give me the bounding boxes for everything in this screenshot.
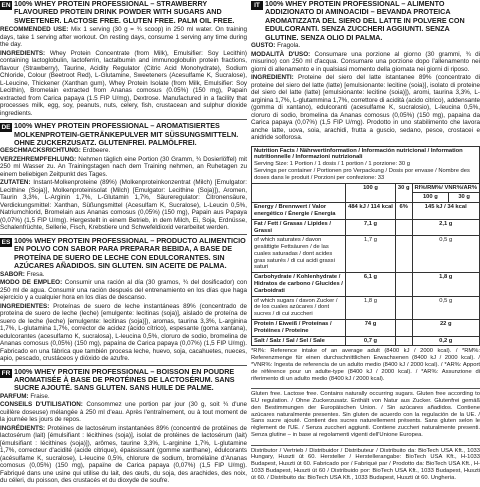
section-de-usage — [0, 156, 247, 179]
nutrition-value-ri: 22 g — [412, 320, 479, 337]
nutrition-value-30g — [395, 320, 412, 337]
usage-text: Mix 1 serving (30 g = ¾ scoop) in 250 ml water. On training days, take 1 serving after workout. On resting days, consume 1 serving any time during the day. — [0, 26, 247, 49]
language-flag-en: EN — [1, 2, 11, 9]
nutrition-value-30g — [395, 236, 412, 273]
nutrition-value-100g: 6,1 g — [346, 273, 396, 296]
flavor-label: PARFUM: — [0, 392, 29, 400]
footnote-reference-intake: *RI%: Reference intake of an average adult (8400 kJ / 2000 kcal). / *RM%: Referenzmenge für einen durchschnittlichen Erwachsenen (8400 kJ / 2000 kcal). / *VNR%: Ingesta de referencia de un adulto medio (8400 kJ / 2000 kcal). / *AR%: Apport de référence pour un adulte-type (8400 kJ / 2000 kcal). / *AR%: Assunzione di riferimento di un adulto medio (8400 kJ / 2000 kcal). — [251, 348, 480, 382]
nutrition-value-ri: 2,1 g — [412, 219, 479, 236]
footnote-distributor: Distributor / Vertrieb / Distribuidor / Distributeur / Distribuito da: BioTech USA Kft., 1033 Hungary, Huszti út 60. Hersteller / Herstellerangabe: BioTech USA Kft., H-1033 Budapest, Huszti út 60. Fabricado por / Fabriqué par / Prodotto da: BioTech USA Kft., H-1033 Budapest, Huszti út 60 / Distribuido por: BioTech USA Kft., 1033 Budapest, Huszti út 60. / Distribuito da: BioTech USA Kft., 1033 Budapest, Huszti út 60. Ungheria. — [251, 447, 480, 481]
nutrition-value-ri: 0,5 g — [412, 296, 479, 319]
nutrition-value-ri: 0,5 g — [412, 236, 479, 273]
nutrition-value-ri: 1,8 g — [412, 273, 479, 296]
section-en-header — [0, 0, 247, 25]
language-flag-es: ES — [1, 238, 11, 246]
nutrition-label: Energy / Brennwert / Valor energético / Énergie / Energia — [252, 203, 346, 220]
nutrition-label: Carbohydrate / Kohlenhydrate / Hidratos de carbono / Glucides / Carboidrati — [252, 273, 346, 296]
divider — [0, 365, 247, 366]
nutrition-value-100g: 0,7 g — [346, 336, 396, 346]
usage-text: Consommez une portion par jour (30 g, soit ¾ d'une cuillère doseuse) mélangée à 250 ml d'eau. Après l'entraînement, ou à tout moment de la journée les jours de repos. — [0, 401, 248, 424]
right-column — [251, 0, 480, 487]
nutrition-row — [252, 273, 480, 296]
nutrition-value-100g: 74 g — [346, 320, 396, 337]
ingredients-text: Whey Protein Concentrate (from Milk), Emulsifier: Soy Lecithin) containing lactoglobulin, lactoferrin, lactalbumin and immunoglobulin protein fractions, flavour (Strawberry), Taurine, Acidity Regulator (Citric Acid Monohydrate), Sodium Chloride, Colour (Beetroot Red), L-Glutamine, Sweeteners (Acesulfame K, Sucralose), L-Leucine, Thickener (Xanthan gum), Whey Protein Isolate (from Milk, Emulsifier: Soy Lecithin), Bromelain extracted from Ananas comosus (0.05%) (150 mg), Papain extracted from Carica papaya (1.5 FIP U/mg), Dextrose. Manufactured in a facility that processes milk, egg, soy, peanuts, nuts, celery, fish, crustacean and sulphur dioxide ingredients. — [0, 49, 247, 117]
flavor-label: SABOR: — [0, 270, 25, 278]
nutrition-rows — [252, 203, 480, 346]
ingredients-label: ZUTATEN: — [0, 179, 31, 187]
section-es-title: 100% WHEY PROTEIN PROFESSIONAL – PRODUCTO ALIMENTICIO EN POLVO CON SABOR PARA PREPARAR BEBIDA, A BASE DE PROTEÍNA DE SUERO DE LECHE CON EDULCORANTES. SIN AZÚCARES AÑADIDOS. SIN GLUTEN. SIN ACEITE DE PALMA. — [14, 235, 246, 271]
usage-label: RECOMMENDED USE: — [0, 26, 69, 34]
section-es-ingredients — [0, 303, 247, 363]
section-it — [251, 0, 480, 142]
flavor-label: GUSTO: — [251, 42, 276, 50]
nutrition-heading-row — [252, 146, 480, 183]
nutrition-col-100g: 100 g — [346, 183, 396, 203]
flavor-text: Fraise. — [30, 392, 50, 400]
section-fr-header — [0, 368, 247, 393]
nutrition-heading-3: Servings per container / Portionen pro Verpackung / Dosis por envase / Nombre des doses dans le produit / Porzioni per confezione: 33 — [254, 167, 470, 181]
language-flag-it: IT — [251, 1, 263, 10]
footnote-gluten-sugar: Gluten free. Lactose free. Contains naturally occurring sugars. Gluten free according to EU regulation. / Ohne Zuckerzusatz. Enthält von Natur aus Zucker. Glutenfrei gemäß den Bestimmungen der Europäischen Union. / Sin azúcares añadidos. Contiene azúcares naturalmente presentes. Sin gluten de acuerdo con la regulación de la UE. / Sans sucre ajouté. Contient des sucres naturellement présents. Sans gluten selon le règlement de l'UE. / Senza zuccheri aggiunti. Contiene zuccheri naturalmente presenti. Senza glutine – in base ai regolamenti vigenti dell'Unione Europea. — [251, 391, 480, 439]
usage-label: MODALITÀ D'USO: — [251, 50, 311, 58]
divider — [0, 234, 247, 235]
nutrition-col-ri-30g: 30 g — [449, 193, 480, 203]
section-es-header — [0, 237, 247, 271]
usage-label: VERZEHREMPFEHLUNG: — [0, 155, 77, 163]
nutrition-value-30g — [395, 273, 412, 296]
section-it-flavor — [251, 42, 480, 50]
section-de-title: 100% WHEY PROTEIN PROFESSIONAL – AROMATISIERTES MOLKENPROTEIN-GETRÄNKEPULVER MIT SÜSSUNGSMITTELN. OHNE ZUCKERZUSATZ. GLUTENFREI. PALMÖLFREI. — [14, 121, 239, 148]
nutrition-col-ri-100g: 100 g — [412, 193, 449, 203]
section-en-ingredients — [0, 50, 247, 118]
nutrition-label: of which sugars / davon Zucker / de los cuales azúcares / dont sucres / di cui zuccheri — [252, 296, 346, 319]
nutrition-label: Protein / Eiweiß / Proteínas / Protéines / Proteine — [252, 320, 346, 337]
divider — [0, 119, 247, 120]
nutrition-col-blank — [252, 183, 346, 203]
divider — [251, 445, 480, 446]
section-fr-title: 100% WHEY PROTEIN PROFESSIONAL – BOISSON EN POUDRE AROMATISÉE À BASE DE PROTÉINES DE LACTOSÉRUM. SANS SUCRE AJOUTÉ. SANS GLUTEN. SANS HUILE DE PALME. — [14, 366, 235, 393]
section-it-ingredients — [251, 74, 480, 142]
nutrition-row — [252, 219, 480, 236]
nutrition-value-100g: 1,7 g — [346, 236, 396, 273]
section-it-title: 100% WHEY PROTEIN PROFESSIONAL – ALIMENTO ADDIZIONATO DI AMINOACIDI – BEVANDA PROTEICA AROMATIZZATA DEL SIERO DEL LATTE IN POLVERE CON EDULCORANTI. SENZA ZUCCHERI AGGIUNTI. SENZA GLUTINE. SENZA OLIO DI PALMA. — [265, 0, 465, 42]
nutrition-row — [252, 203, 480, 220]
nutrition-heading-2: Serving Size: 1 Portion / 1 dosis / 1 portion / 1 porzione: 30 g — [254, 161, 410, 168]
nutrition-row — [252, 296, 480, 319]
divider — [251, 388, 480, 389]
nutrition-value-100g: 7,1 g — [346, 219, 396, 236]
section-es-flavor — [0, 271, 247, 279]
section-de — [0, 122, 247, 232]
nutrition-label: of which saturates / davon gesättigte Fettsäuren / de las cuales saturadas / dont acides gras saturés / di cui acidi grassi saturi — [252, 236, 346, 273]
section-it-header — [251, 0, 480, 42]
nutrition-heading-1: Nutrition Facts / Nährwertinformation / Información nutricional / Information nutritionnelle / Informazioni nutrizionali — [254, 147, 463, 161]
flavor-text: Fragola. — [277, 42, 301, 50]
nutrition-value-30g — [395, 336, 412, 346]
section-es — [0, 237, 247, 363]
usage-label: MODO DE EMPLEO: — [0, 279, 63, 287]
usage-text: Consumare una porzione al giorno (30 grammi, ¾ di misurino) con 250 ml d'acqua. Consumare una porzione dopo l'allenamento nei giorni di allenamento e in qualsiasi momento della giornata nei giorni di riposo. — [251, 50, 480, 73]
language-flag-de: DE — [1, 124, 11, 132]
section-fr-ingredients — [0, 425, 247, 485]
section-fr-usage — [0, 401, 247, 424]
nutrition-col-30g: 30 g — [395, 183, 412, 203]
flavor-label: GESCHMACKSRICHTUNG: — [0, 147, 81, 155]
nutrition-value-ri: 145 kJ / 34 kcal — [412, 203, 479, 220]
ingredients-text: Protéines de lactosérum instantanées 89% (concentré de protéines de lactosérum (lait) [émulsifiant : lécithines (soja)], isolat de protéines de lactosérum (lait) [émulsifiant : lécithines (soja)]), arômes, taurine 3,3%, L-arginine 1,7%, L-glutamine 1,7%, correcteur d'acidité (acide citrique), épaississant (gomme xanthane), édulcorants (acésulfame K, sucralose), L-leucine 0,5%, chlorure de sodium, bromélaïne d'Ananas comosus (0,05%) (150 mg), papaïne de Carica papaya (0,07%) (1,5 FIP U/mg). Fabriqué dans une usine qui utilise du lait, des œufs, du soja, des arachides, des noix, du céleri, du poisson, des crustacés et du dioxyde de soufre. — [0, 424, 248, 485]
flavor-text: Fresa. — [26, 270, 45, 278]
section-de-ingredients — [0, 179, 247, 232]
nutrition-value-30g — [395, 219, 412, 236]
ingredients-label: INGREDIENTI: — [251, 74, 294, 82]
language-flag-fr: FR — [1, 369, 11, 377]
usage-text: Consumir una ración al día (30 gramos, ¾ del dosificador) con 250 ml de agua. Consumir una ración después del entrenamiento en los días que haga ejercicio y a cualquier hora en los días de descanso. — [0, 279, 247, 302]
section-de-header — [0, 122, 247, 147]
nutrition-label: Salt / Salz / Sal / Sel / Sale — [252, 336, 346, 346]
nutrition-heading — [252, 146, 480, 183]
ingredients-label: INGREDIENTES: — [0, 302, 50, 310]
nutrition-row — [252, 336, 480, 346]
nutrition-value-100g: 484 kJ / 114 kcal — [346, 203, 396, 220]
nutrition-table — [251, 146, 480, 347]
section-de-flavor — [0, 147, 247, 155]
ingredients-text: Proteine del siero del latte istantanee 89% (concentrato di proteine del siero del latte (latte) [emulsionante: lecitine (soia)], isolato di proteine del siero del latte (latte) [emulsionante: lecitine (soia)]), aromi, taurina 3,3%, L-arginina 1,7%, L-glutammina 1,7%, correttore di acidità (acido citrico), addensante (gomma di xantano), edulcoranti (acesulfame K, sucralosio), L-leucina 0,5%, cloruro di sodio, bromelina da Ananas comosus (0,05%) (150 mg), papaina da Carica papaya (0,07%) (1,5 FIP U/mg). Prodotto in uno stabilimento che lavora anche latte, uova, soia, arachidi, frutta a guscio, sedano, pesce, crostacei e anidride solforosa. — [251, 74, 480, 142]
nutrition-row — [252, 320, 480, 337]
nutrition-value-30g — [395, 296, 412, 319]
section-en-usage — [0, 26, 247, 49]
ingredients-label: INGRÉDIENTS: — [0, 424, 46, 432]
ingredients-text: Proteínas de suero de leche instantáneas 89% (concentrado de proteína de suero de leche (leche) [emulgente: lecitinas (soja)], aislado de proteína de suero de leche (leche) [emulgente: lecitinas (soja)]), aromas, taurina 3,3%, L-arginina 1,7%, L-glutamina 1,7%, corrector de acidez (ácido cítrico), espesante (goma xantana), edulcorantes (acesulfamo K, sucralosa), L-leucina 0,5%, cloruro de sodio, bromelina de Ananas comosus (0,05%) (150 mg), papaína de Carica papaya (0,07%) (1,5 FIP U/mg). Fabricado en una fábrica que también procesa leche, huevo, soja, cacahuetes, nueces, apio, pescado, crustáceos y dióxido de azufre. — [0, 302, 247, 363]
nutrition-label: Fat / Fett / Grasas / Lipides / Grassi — [252, 219, 346, 236]
nutrition-value-ri: 0,2 g — [412, 336, 479, 346]
section-es-usage — [0, 279, 247, 302]
nutrition-col-ri: RI%/RM%/ VNR%/AR% — [412, 183, 479, 193]
usage-text: Nehmen täglich eine Portion (30 Gramm, ¾ Dosierlöffel) mit 250 ml Wasser zu. An Trainingstagen nach dem Training nehmen, an Ruhetagen zu einem beliebigen Zeitpunkt des Tages. — [0, 155, 248, 178]
nutrition-column-header-row — [252, 183, 480, 193]
usage-label: CONSEILS D'UTILISATION: — [0, 401, 83, 409]
section-en-title: 100% WHEY PROTEIN PROFESSIONAL – STRAWBERRY FLAVOURED PROTEIN DRINK POWDER WITH SUGARS AND SWEETENER. LACTOSE FREE. GLUTEN FREE. PALM OIL FREE. — [14, 0, 235, 25]
section-en — [0, 0, 247, 117]
ingredients-text: Instant-Molkenproteine (89%) (Molkenproteinkonzentrat (Milch) [Emulgator: Lecithine (Soja)], Molkenproteinisolat (Milch) [Emulgator: Lecithine (Soja)]), Aromen, Taurin 3,3%, L-Arginin 1,7%, L-Glutamin 1,7%, Säureregulator: Citronensäure, Verdickungsmittel: Xanthan, Süßungsmittel (Acesulfam K, Sucralose), L-Leucin 0,5%, Natriumchlorid, Bromelain aus Ananas comosus (0,05%) (150 mg), Papain aus Papaya (0,07%) (1,5 FIP U/mg). Hergestellt in einem Betrieb, in dem Milch, Ei, Soja, Erdnüsse, Schalenfrüchte, Sellerie, Fisch, Krebstiere und Schwefeldioxid verarbeitet werden. — [0, 179, 247, 232]
nutrition-row — [252, 236, 480, 273]
flavor-text: Erdbeere. — [82, 147, 111, 155]
section-fr — [0, 368, 247, 485]
section-it-usage — [251, 51, 480, 74]
nutrition-value-100g: 1,8 g — [346, 296, 396, 319]
nutrition-value-30g: 6% — [395, 203, 412, 220]
ingredients-label: INGREDIENTS: — [0, 49, 46, 57]
section-fr-flavor — [0, 393, 247, 401]
